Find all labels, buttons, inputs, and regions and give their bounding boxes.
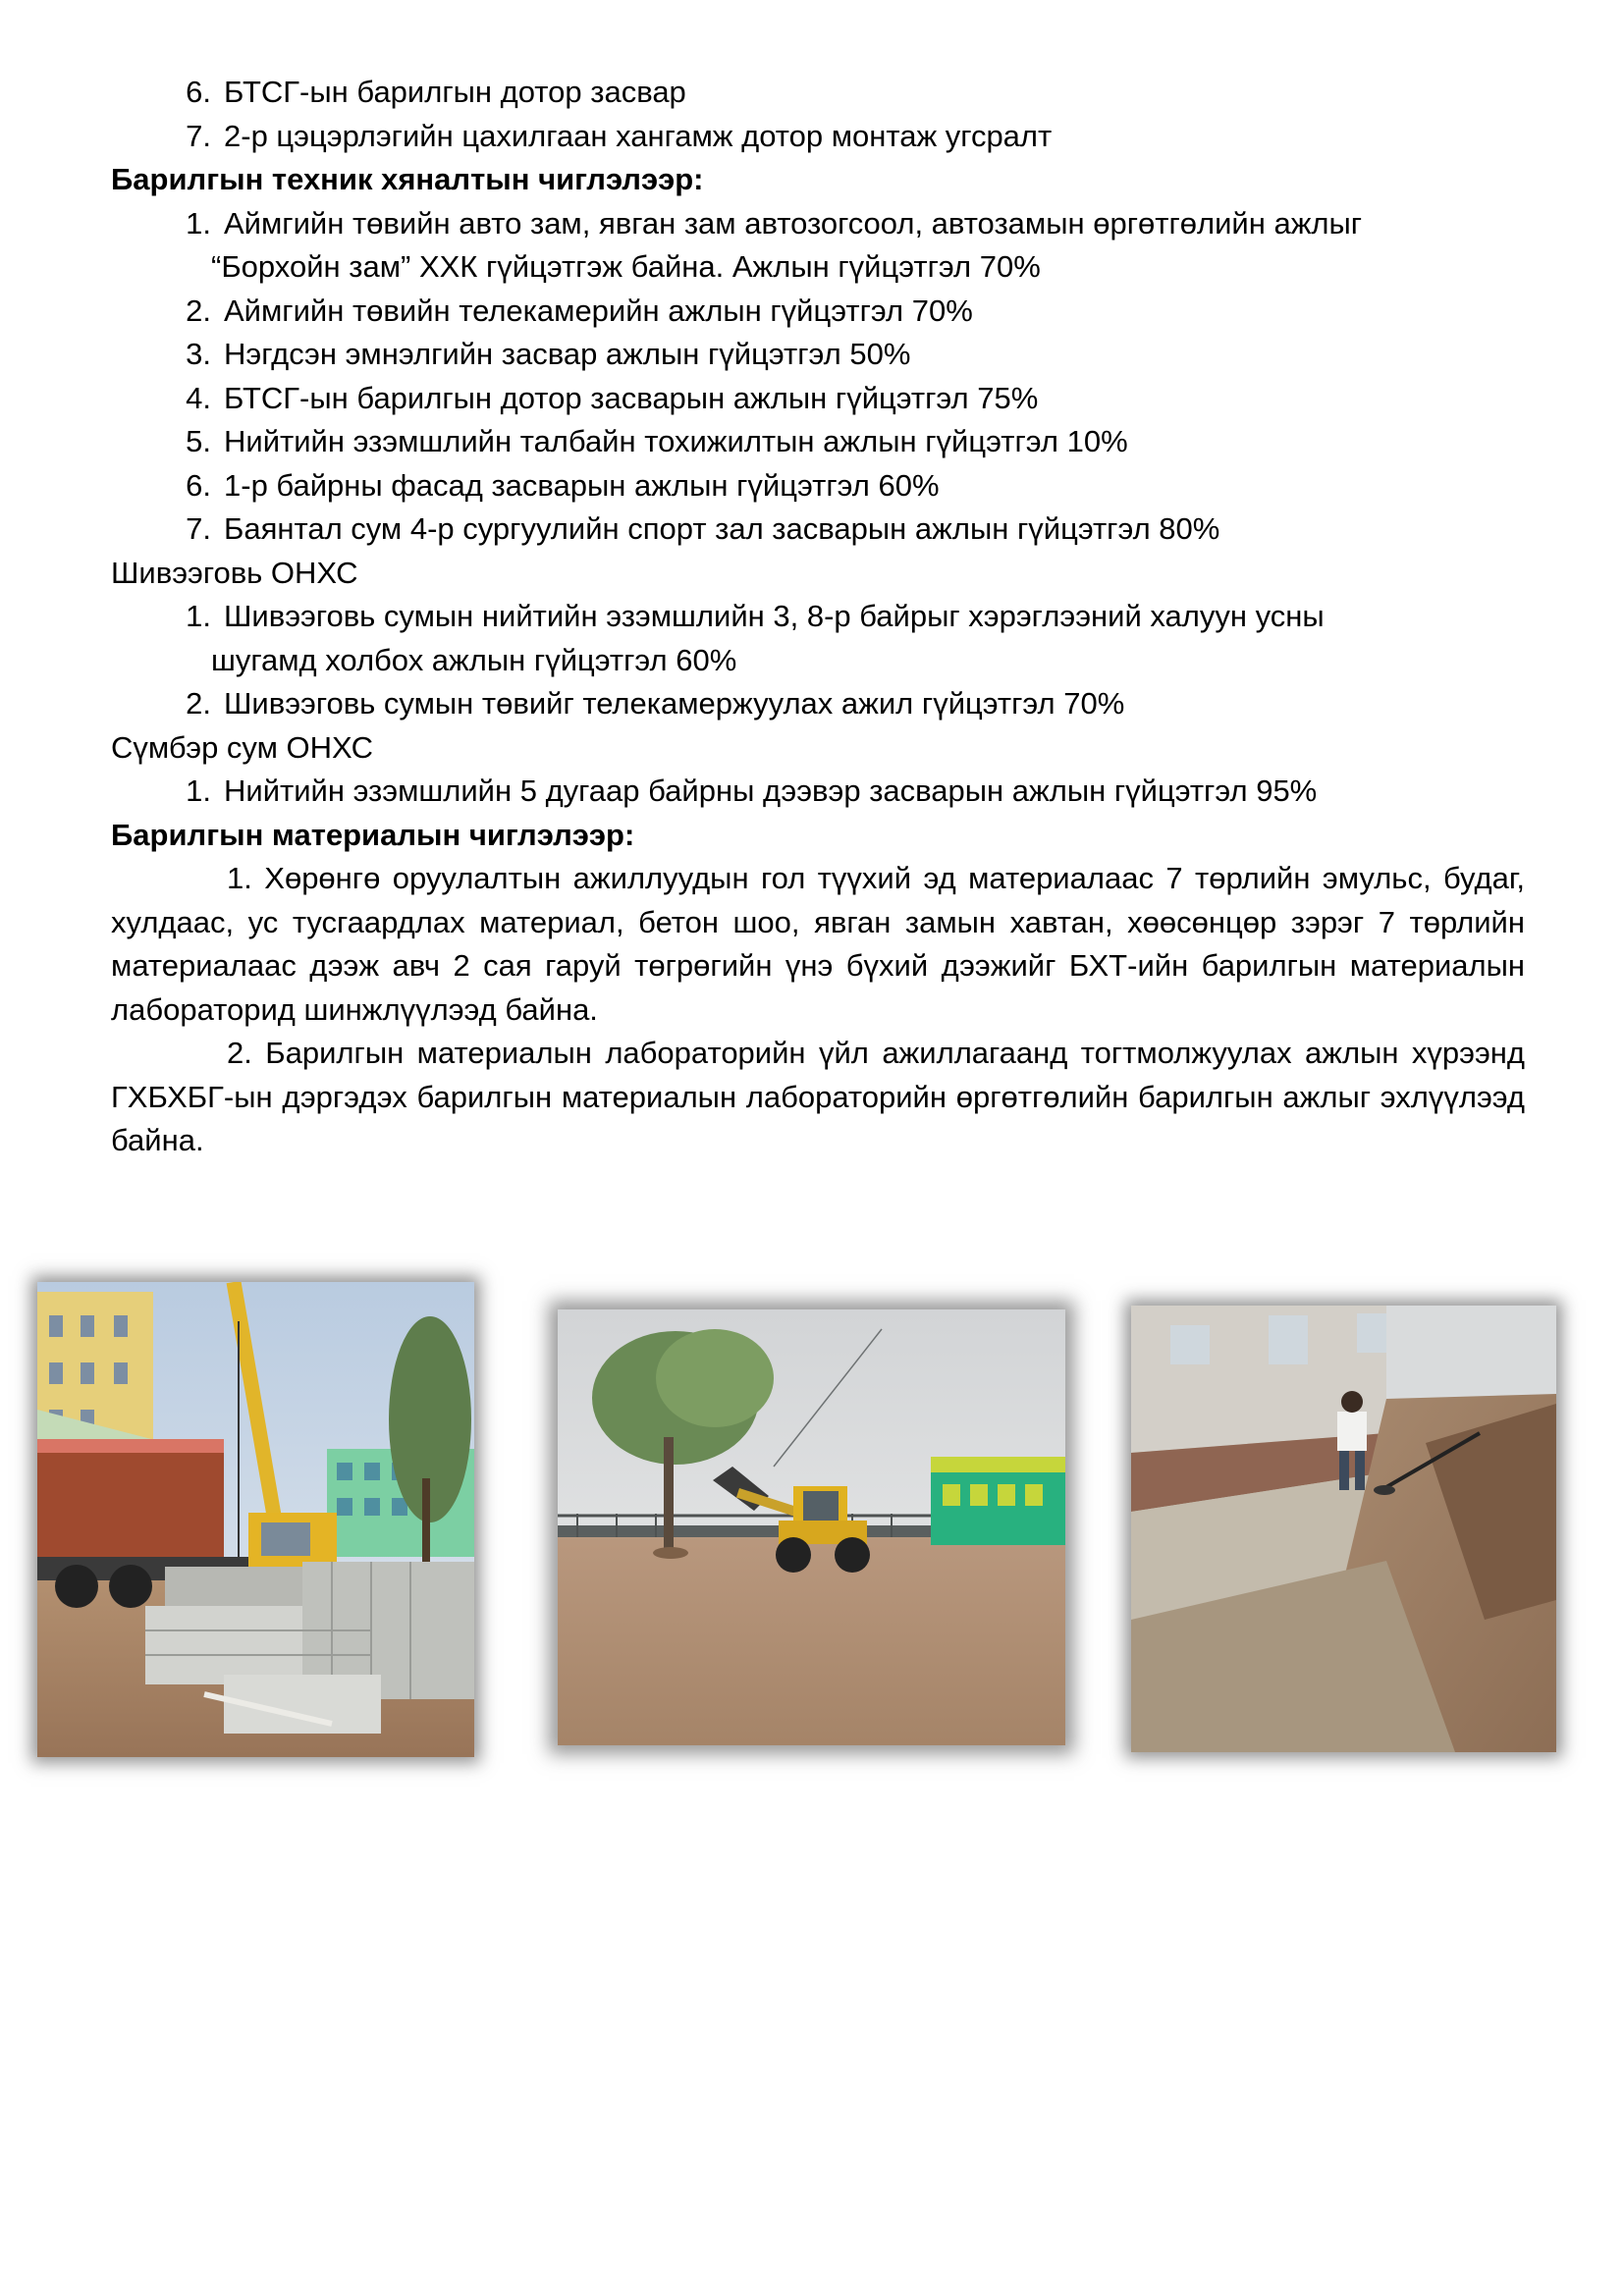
section-heading-building-materials: Барилгын материалын чиглэлээр: — [111, 817, 635, 852]
list-item: 1. Шивээговь сумын нийтийн эзэмшлийн 3, 8-р байрыг хэрэглээний халуун усны — [186, 599, 1325, 633]
list-item: 6. БТСГ-ын барилгын дотор засвар — [186, 75, 686, 109]
section-heading-shiveegovi: Шивээговь ОНХС — [111, 555, 358, 590]
section-heading-technical-supervision: Барилгын техник хяналтын чиглэлээр: — [111, 162, 704, 196]
list-item: 1. Нийтийн эзэмшлийн 5 дугаар байрны дээвэр засварын ажлын гүйцэтгэл 95% — [186, 774, 1318, 808]
list-item: 7. 2-р цэцэрлэгийн цахилгаан хангамж дотор монтаж угсралт — [186, 118, 1053, 153]
list-item: 3. Нэгдсэн эмнэлгийн засвар ажлын гүйцэтгэл 50% — [186, 337, 911, 371]
list-item-continuation: “Борхойн зам” ХХК гүйцэтгэж байна. Ажлын гүйцэтгэл 70% — [211, 249, 1041, 284]
document-body — [111, 71, 1525, 1163]
list-item: 5. Нийтийн эзэмшлийн талбайн тохижилтын ажлын гүйцэтгэл 10% — [186, 424, 1128, 458]
list-item: 2. Аймгийн төвийн телекамерийн ажлын гүйцэтгэл 70% — [186, 293, 973, 328]
paragraph: 1. Хөрөнгө оруулалтын ажиллуудын гол түүхий эд материалаас 7 төрлийн эмульс, будаг, хулдаас, ус тусгаардлах материал, бетон шоо, явган замын хавтан, хөөсөнцөр зэрэг 7 төрлийн материалаас дээж авч 2 сая гаруй төгрөгийн үнэ бүхий дээжийг БХТ-ийн барилгын материалын лабораторид шинжлүүлээд байна. — [111, 861, 1525, 1027]
list-item: 1. Аймгийн төвийн авто зам, явган зам автозогсоол, автозамын өргөтгөлийн ажлыг — [186, 205, 1363, 240]
paragraph: 2. Барилгын материалын лабораторийн үйл ажиллагаанд тогтмолжуулах ажлын хүрээнд ГХБХБГ-ын дэргэдэх барилгын материалын лабораторийн өргөтгөлийн барилгын ажлыг эхлүүлээд байна. — [111, 1036, 1525, 1157]
list-item: 2. Шивээговь сумын төвийг телекамержуулах ажил гүйцэтгэл 70% — [186, 686, 1125, 721]
section-heading-sumber: Сүмбэр сум ОНХС — [111, 729, 374, 765]
list-item: 6. 1-р байрны фасад засварын ажлын гүйцэтгэл 60% — [186, 467, 940, 503]
list-item-continuation: шугамд холбох ажлын гүйцэтгэл 60% — [211, 642, 737, 677]
wheel-loader-photo — [558, 1309, 1065, 1745]
list-item: 4. БТСГ-ын барилгын дотор засварын ажлын гүйцэтгэл 75% — [186, 380, 1039, 415]
list-item: 7. Баянтал сум 4-р сургуулийн спорт зал засварын ажлын гүйцэтгэл 80% — [186, 511, 1220, 546]
foundation-excavation-photo — [1131, 1306, 1556, 1752]
crane-truck-photo — [37, 1282, 474, 1757]
